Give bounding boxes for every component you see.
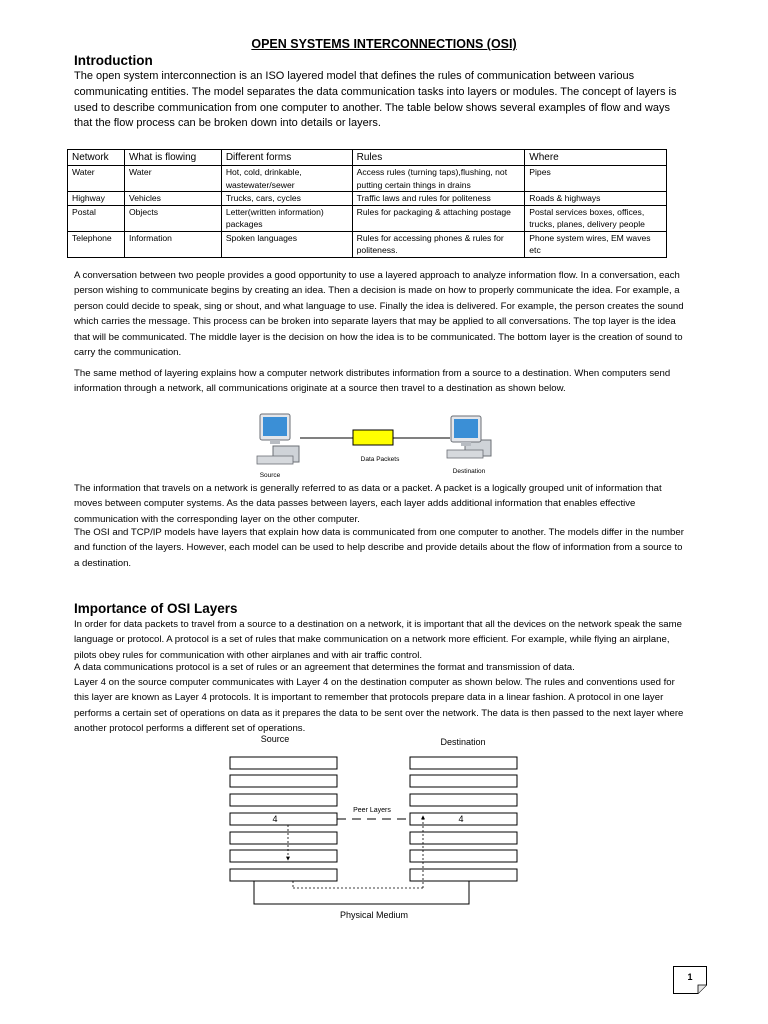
layer-source-label: Source xyxy=(260,734,290,744)
destination-layer-box xyxy=(410,757,517,769)
table-row xyxy=(68,205,667,231)
source-layer-4-label: 4 xyxy=(272,814,278,824)
destination-layer-box xyxy=(410,869,517,881)
table-cell: Postal xyxy=(68,205,125,231)
table-cell: Water xyxy=(68,166,125,192)
peer-layers-diagram xyxy=(220,728,530,924)
table-cell: Rules for packaging & attaching postage xyxy=(352,205,525,231)
source-layer-box xyxy=(230,757,337,769)
peer-layers-label: Peer Layers xyxy=(353,807,391,814)
table-cell: Access rules (turning taps),flushing, not putting certain things in drains xyxy=(352,166,525,192)
layering-paragraph: The same method of layering explains how a computer network distributes information from a source to a destination. When computers send information through a network, all communications originate at a source then travel to a destination as shown below. xyxy=(74,368,671,395)
destination-layer-4-label: 4 xyxy=(458,814,464,824)
table-row xyxy=(68,192,667,206)
importance-paragraph-2: A data communications protocol is a set of rules or an agreement that determines the format and transmission of data. xyxy=(74,662,575,673)
table-cell: Pipes xyxy=(525,166,667,192)
layer-destination-label: Destination xyxy=(440,737,486,747)
destination-layer-box xyxy=(410,832,517,844)
data-packet-box xyxy=(353,430,393,445)
table-row xyxy=(68,166,667,192)
table-cell: Traffic laws and rules for politeness xyxy=(352,192,525,206)
source-label: Source xyxy=(259,472,281,479)
table-cell: Spoken languages xyxy=(221,231,352,257)
table-header-cell: Network xyxy=(68,150,125,166)
physical-medium-label: Physical Medium xyxy=(339,910,409,920)
network-diagram xyxy=(255,410,505,482)
destination-layer-box xyxy=(410,775,517,787)
table-row xyxy=(68,231,667,257)
table-cell: Hot, cold, drinkable, wastewater/sewer xyxy=(221,166,352,192)
table-header-cell: What is flowing xyxy=(124,150,221,166)
conversation-paragraph: A conversation between two people provides a good opportunity to use a layered approach to analyze information flow. In a conversation, each person wishing to communicate begins by creating an idea. Then a decision is made on how to properly communicate the idea. For example, a person could decide to speak, sing or shout, and what language to use. Finally the idea is delivered. For example, the person creates the sound which carries the message. This process can be broken into separate layers that may be applied to all conversations. The top layer is the idea that will be communicated. The middle layer is the decision on how the idea is to be communicated. The bottom layer is the creation of sound to carry the communication. xyxy=(74,270,684,359)
document-title: OPEN SYSTEMS INTERCONNECTIONS (OSI) xyxy=(251,37,517,51)
introduction-heading: Introduction xyxy=(74,53,153,68)
destination-layer-box xyxy=(410,850,517,862)
source-layer-box xyxy=(230,869,337,881)
page-number: 1 xyxy=(687,972,693,982)
source-layer-box xyxy=(230,794,337,806)
destination-label: Destination xyxy=(452,468,486,475)
table-cell: Letter(written information) packages xyxy=(221,205,352,231)
source-layer-box xyxy=(230,832,337,844)
table-cell: Phone system wires, EM waves etc xyxy=(525,231,667,257)
importance-heading: Importance of OSI Layers xyxy=(74,601,238,616)
flow-table xyxy=(67,149,667,258)
page-number-badge xyxy=(673,966,707,994)
table-header-cell: Different forms xyxy=(221,150,352,166)
table-header-cell: Where xyxy=(525,150,667,166)
models-paragraph: The OSI and TCP/IP models have layers that explain how data is communicated from one computer to another. The models differ in the number and function of the layers. However, each model can be used to help describe and provide details about the flow of information from a source to a destination. xyxy=(74,527,684,569)
table-cell: Objects xyxy=(124,205,221,231)
table-cell: Roads & highways xyxy=(525,192,667,206)
importance-paragraph-3: Layer 4 on the source computer communicates with Layer 4 on the destination computer as shown below. The rules and conventions used for this layer are known as Layer 4 protocols. It is important to remember that protocols prepare data in a linear fashion. A protocol in one layer performs a certain set of operations on data as it prepares the data to be sent over the network. The data is then passed to the next layer where another protocol performs a different set of operations. xyxy=(74,677,684,735)
table-header-cell: Rules xyxy=(352,150,525,166)
destination-computer-icon xyxy=(447,416,491,458)
introduction-paragraph: The open system interconnection is an ISO layered model that defines the rules of communication between various communicating entities. The model separates the data communication tasks into layers or modules. The concept of layers is used to describe communication from one computer to another. The table below shows several examples of flow and ways that the flow process can be broken down into details or layers. xyxy=(74,70,677,130)
table-cell: Telephone xyxy=(68,231,125,257)
table-cell: Highway xyxy=(68,192,125,206)
table-cell: Postal services boxes, offices, trucks, planes, delivery people xyxy=(525,205,667,231)
table-cell: Rules for accessing phones & rules for politeness. xyxy=(352,231,525,257)
destination-layer-box xyxy=(410,794,517,806)
source-layer-box xyxy=(230,850,337,862)
table-header-row xyxy=(68,150,667,166)
source-layer-box xyxy=(230,775,337,787)
source-layer-box xyxy=(230,813,337,825)
table-cell: Vehicles xyxy=(124,192,221,206)
importance-paragraph-1: In order for data packets to travel from a source to a destination on a network, it is important that all the devices on the network speak the same language or protocol. A protocol is a set of rules that make communication on a network more efficient. For example, while flying an airplane, pilots obey rules for communication with other airplanes and with air traffic control. xyxy=(74,619,682,661)
table-cell: Information xyxy=(124,231,221,257)
table-cell: Trucks, cars, cycles xyxy=(221,192,352,206)
table-cell: Water xyxy=(124,166,221,192)
source-layer-stack xyxy=(230,757,337,881)
data-packets-label: Data Packets xyxy=(360,456,400,463)
source-computer-icon xyxy=(257,414,299,464)
packet-paragraph: The information that travels on a network is generally referred to as data or a packet. A packet is a logically grouped unit of information that moves between computer systems. As the data passes between layers, each layer adds additional information that enables effective communication with the corresponding layer on the other computer. xyxy=(74,483,662,525)
